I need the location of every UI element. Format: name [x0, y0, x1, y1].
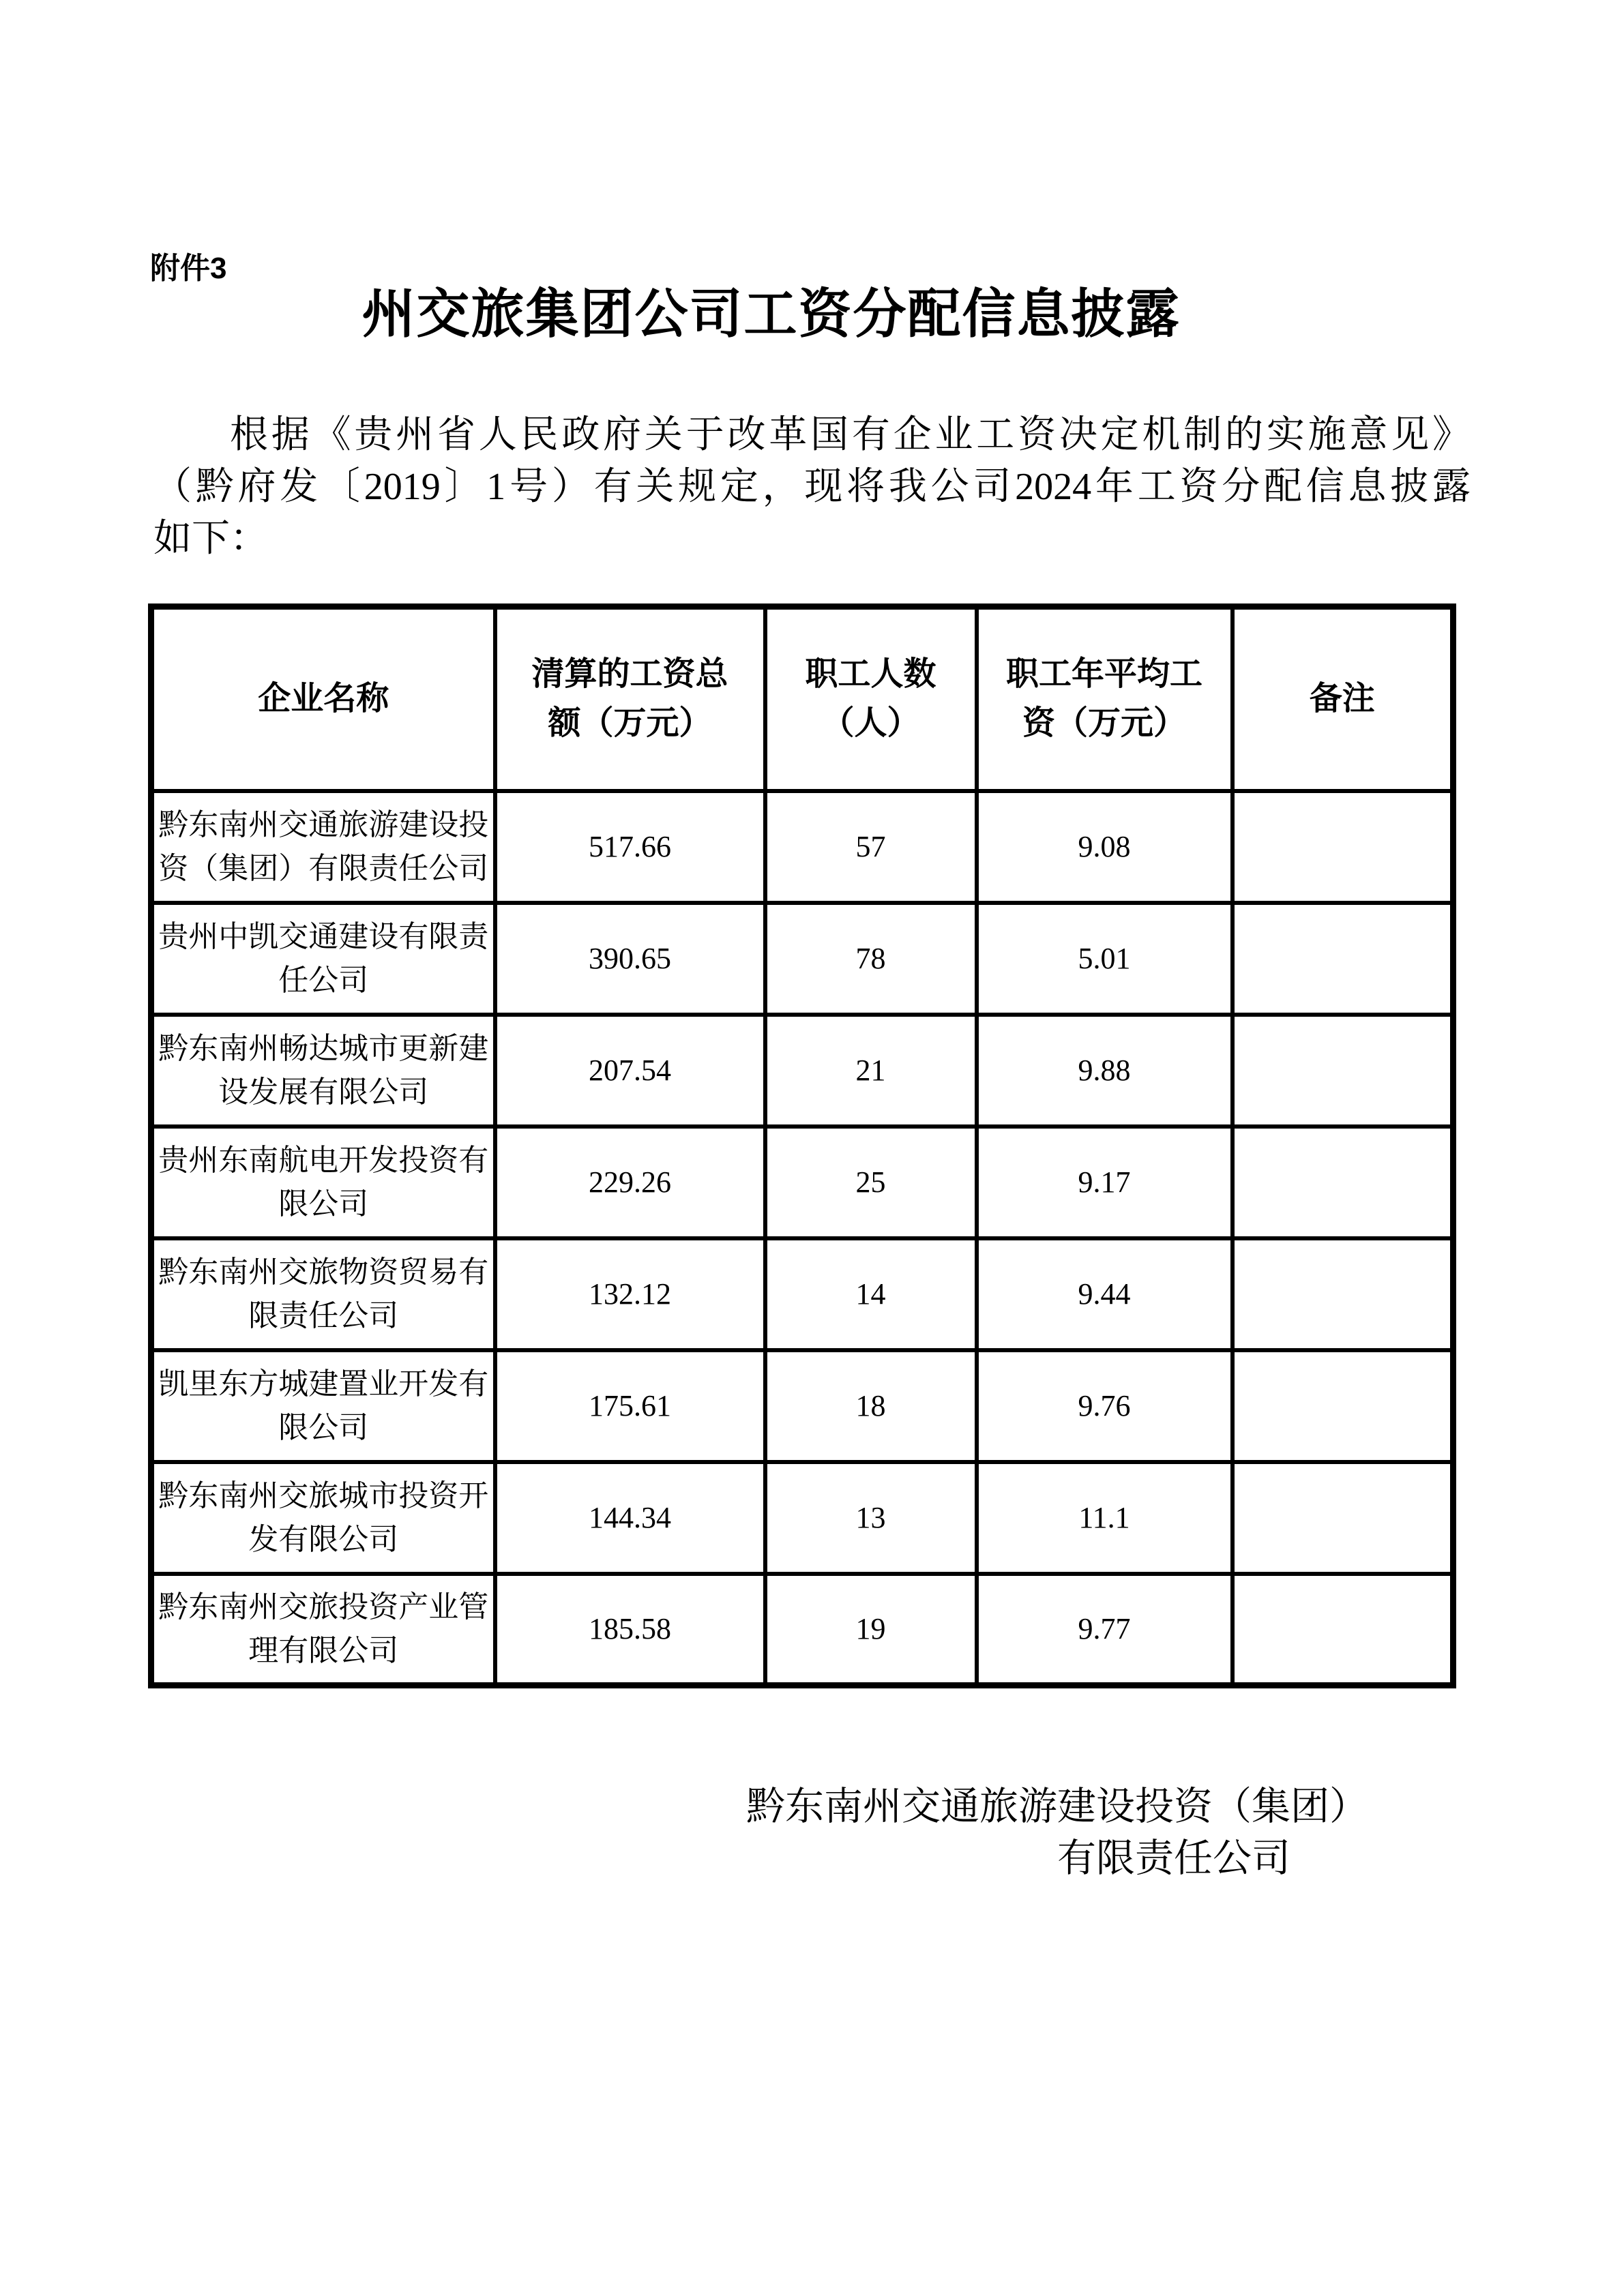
- company-name-cell: 黔东南州交通旅游建设投资（集团）有限责任公司: [151, 791, 495, 903]
- table-row: [151, 1015, 1453, 1127]
- signature-company-line-1: 黔东南州交通旅游建设投资（集团）: [746, 1785, 1368, 1828]
- avg-wage-cell: 9.76: [977, 1350, 1232, 1462]
- avg-wage-cell: 9.44: [977, 1238, 1232, 1350]
- total-wage-cell: 132.12: [495, 1238, 765, 1350]
- column-header-remark: 备注: [1232, 607, 1453, 791]
- table-row: [151, 1238, 1453, 1350]
- employee-count-cell: 57: [765, 791, 977, 903]
- table-row: [151, 903, 1453, 1015]
- remark-cell: [1232, 791, 1453, 903]
- table-row: [151, 1350, 1453, 1462]
- remark-cell: [1232, 1574, 1453, 1686]
- avg-wage-cell: 9.08: [977, 791, 1232, 903]
- remark-cell: [1232, 903, 1453, 1015]
- column-header-avg-wage: 职工年平均工资（万元）: [977, 607, 1232, 791]
- company-name-cell: 黔东南州交旅物资贸易有限责任公司: [151, 1238, 495, 1350]
- intro-line-1: 根据《贵州省人民政府关于改革国有企业工资决定机制的实施意见》: [230, 414, 1471, 456]
- total-wage-cell: 185.58: [495, 1574, 765, 1686]
- column-header-employee-count: 职工人数（人）: [765, 607, 977, 791]
- remark-cell: [1232, 1462, 1453, 1574]
- employee-count-cell: 25: [765, 1127, 977, 1238]
- employee-count-cell: 19: [765, 1574, 977, 1686]
- employee-count-cell: 18: [765, 1350, 977, 1462]
- intro-line-2: （黔府发〔2019〕1号）有关规定，现将我公司2024年工资分配信息披露: [153, 466, 1471, 508]
- remark-cell: [1232, 1015, 1453, 1127]
- table-row: [151, 1574, 1453, 1686]
- table-header-row: [151, 607, 1453, 791]
- employee-count-cell: 78: [765, 903, 977, 1015]
- company-name-cell: 黔东南州畅达城市更新建设发展有限公司: [151, 1015, 495, 1127]
- avg-wage-cell: 9.88: [977, 1015, 1232, 1127]
- attachment-label: 附件3: [150, 252, 227, 285]
- total-wage-cell: 229.26: [495, 1127, 765, 1238]
- intro-paragraph: [153, 409, 1471, 565]
- company-name-cell: 贵州中凯交通建设有限责任公司: [151, 903, 495, 1015]
- table-body: [151, 791, 1453, 1686]
- employee-count-cell: 13: [765, 1462, 977, 1574]
- intro-line-3: 如下：: [153, 518, 268, 560]
- table-row: [151, 1462, 1453, 1574]
- remark-cell: [1232, 1238, 1453, 1350]
- total-wage-cell: 390.65: [495, 903, 765, 1015]
- signature-company-line-2: 有限责任公司: [1057, 1837, 1290, 1880]
- company-name-cell: 黔东南州交旅投资产业管理有限公司: [151, 1574, 495, 1686]
- avg-wage-cell: 9.77: [977, 1574, 1232, 1686]
- company-name-cell: 贵州东南航电开发投资有限公司: [151, 1127, 495, 1238]
- avg-wage-cell: 11.1: [977, 1462, 1232, 1574]
- total-wage-cell: 517.66: [495, 791, 765, 903]
- avg-wage-cell: 5.01: [977, 903, 1232, 1015]
- wage-disclosure-table: [148, 603, 1456, 1688]
- column-header-company-name: 企业名称: [151, 607, 495, 791]
- avg-wage-cell: 9.17: [977, 1127, 1232, 1238]
- company-name-cell: 黔东南州交旅城市投资开发有限公司: [151, 1462, 495, 1574]
- employee-count-cell: 14: [765, 1238, 977, 1350]
- column-header-total-wage: 清算的工资总额（万元）: [495, 607, 765, 791]
- total-wage-cell: 175.61: [495, 1350, 765, 1462]
- table-row: [151, 1127, 1453, 1238]
- total-wage-cell: 207.54: [495, 1015, 765, 1127]
- table-row: [151, 791, 1453, 903]
- employee-count-cell: 21: [765, 1015, 977, 1127]
- company-name-cell: 凯里东方城建置业开发有限公司: [151, 1350, 495, 1462]
- total-wage-cell: 144.34: [495, 1462, 765, 1574]
- page-title: 州交旅集团公司工资分配信息披露: [361, 284, 1181, 344]
- remark-cell: [1232, 1350, 1453, 1462]
- remark-cell: [1232, 1127, 1453, 1238]
